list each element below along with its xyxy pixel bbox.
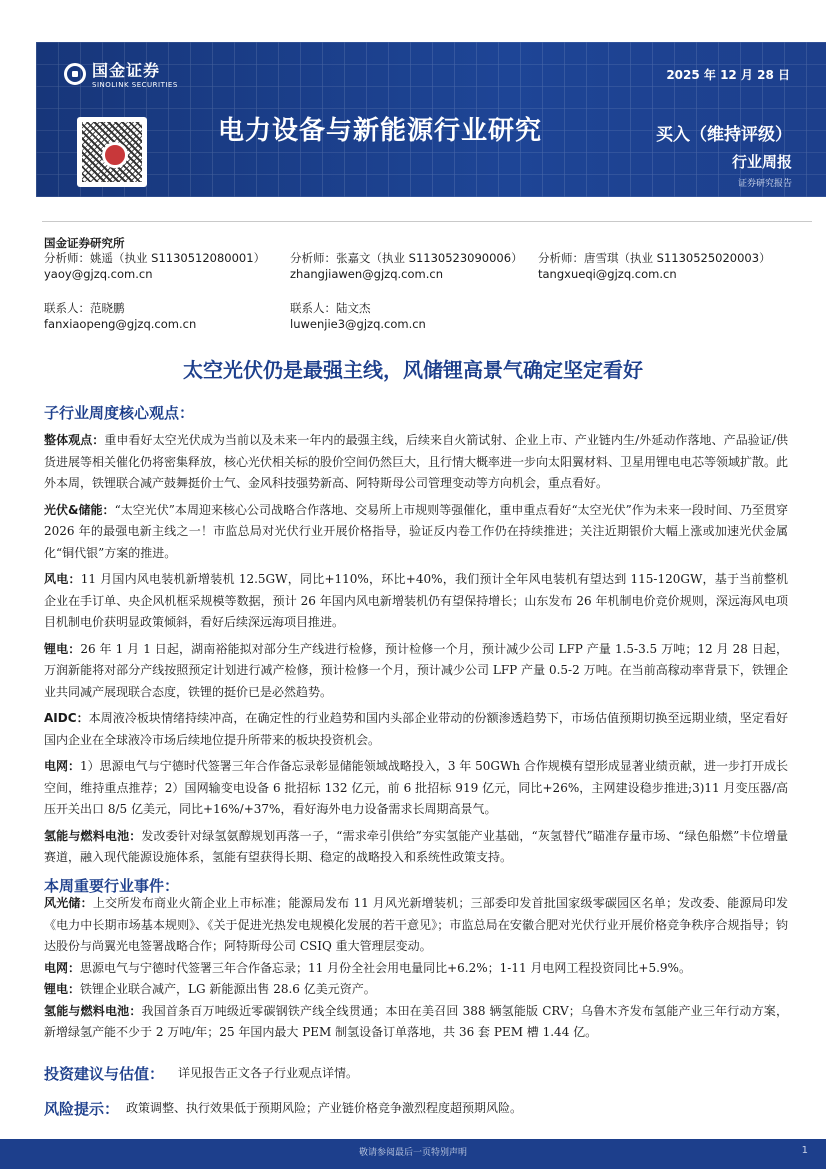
report-type: 行业周报 xyxy=(731,153,792,171)
rating: 买入（维持评级） xyxy=(656,125,792,145)
contact-1: 联系人：范晓鹏 xyxy=(44,301,125,315)
headline: 太空光伏仍是最强主线，风储锂高景气确定坚定看好 xyxy=(183,358,643,382)
core-view-hydrogen: 氢能与燃料电池：发改委针对绿氢氨醇规划再落一子，“需求牵引供给”夯实氢能产业基础，“灰氢替代”瞄准存量市场、“绿色船燃”卡位增量赛道，融入现代能源设施体系，氢能有望获得长期、稳定的战略投入和系统性政策支持。 xyxy=(44,828,788,864)
brand-logo xyxy=(64,58,178,89)
qr-code-icon xyxy=(77,117,147,187)
core-view-grid: 电网：1）思源电气与宁德时代签署三年合作备忘录彰显储能领域战略投入，3 年 50GWh 合作规模有望形成显著业绩贡献，进一步打开成长空间，维持重点推荐；2）国网输变电设备 6 批招标 132 亿元，前 6 批招标 919 亿元，同比+26%，主网建设稳步推进;3)11 月变压器/高压开关出口 8/5 亿美元，同比+16%/+37%，看好海外电力设备需求长周期高景气。 xyxy=(44,759,788,816)
event-hydrogen: 氢能与燃料电池：我国首条百万吨级近零碳钢铁产线全线贯通；本田在美召回 388 辆氢能版 CRV；乌鲁木齐发布氢能产业三年行动方案，新增绿氢产能不少于 2 万吨/年；25 年国内最大 PEM 制氢设备订单落地，共 36 套 PEM 槽 1.44 亿。 xyxy=(44,1003,788,1039)
section-title-events: 本周重要行业事件： xyxy=(44,877,180,895)
page-number: 1 xyxy=(801,1145,808,1156)
logo-icon xyxy=(64,63,86,85)
section-title-core-views: 子行业周度核心观点： xyxy=(44,404,195,422)
report-date: 2025 年 12 月 28 日 xyxy=(666,68,790,82)
contact-2: 联系人：陆文杰 xyxy=(290,301,371,315)
core-view-overall: 整体观点：重申看好太空光伏成为当前以及未来一年内的最强主线，后续来自火箭试射、企业上市、产业链内生/外延动作落地、产品验证/供货进展等相关催化仍将密集释放，核心光伏相关标的股价空间仍然巨大，且行情大概率进一步向太阳翼材料、卫星用锂电电芯等领域扩散。此外本周，铁锂联合减产鼓舞挺价士气、金风科技强势新高、阿特斯母公司管理变动等方向机会，重点看好。 xyxy=(44,433,789,490)
contact-1-email[interactable]: fanxiaopeng@gjzq.com.cn xyxy=(44,317,197,331)
section-title-investment: 投资建议与估值： xyxy=(44,1065,165,1083)
core-views-body xyxy=(44,430,788,874)
core-view-pv-storage: 光伏&储能：“太空光伏”本周迎来核心公司战略合作落地、交易所上市规则等强催化，重申重点看好“太空光伏”作为未来一段时间、乃至贯穿 2026 年的最强电新主线之一！市监总局对光伏行业开展价格指导，验证反内卷工作仍在持续推进；关注近期银价大幅上涨或加速光伏金属化“铜代银”方案的推进。 xyxy=(44,502,788,560)
event-grid: 电网：思源电气与宁德时代签署三年合作备忘录；11 月份全社会用电量同比+6.2%；1-11 月电网工程投资同比+5.9%。 xyxy=(44,960,691,975)
logo-text-en: SINOLINK SECURITIES xyxy=(92,81,178,89)
report-subtype: 证券研究报告 xyxy=(737,179,792,189)
events-body xyxy=(44,893,788,1044)
contact-2-email[interactable]: luwenjie3@gjzq.com.cn xyxy=(290,317,426,331)
analyst-2: 分析师：张嘉文（执业 S1130523090006） xyxy=(290,251,523,265)
analyst-1-email[interactable]: yaoy@gjzq.com.cn xyxy=(44,267,153,281)
report-title: 电力设备与新能源行业研究 xyxy=(218,116,543,146)
analyst-3-email[interactable]: tangxueqi@gjzq.com.cn xyxy=(538,267,677,281)
institute: 国金证券研究所 xyxy=(44,236,125,250)
core-view-lithium: 锂电：26 年 1 月 1 日起，湖南裕能拟对部分生产线进行检修，预计检修一个月，预计减少公司 LFP 产量 1.5-3.5 万吨；12 月 28 日起，万润新能将对部分产线按照预定计划进行减产检修，预计检修一个月，预计减少公司 LFP 产量 0.5-2 万吨。在当前高稼动率背景下，铁锂企业共同减产展现联合态度，铁锂的挺价已是必然趋势。 xyxy=(44,641,788,699)
core-view-aidc: AIDC：本周液冷板块情绪持续冲高，在确定性的行业趋势和国内头部企业带动的份额渗透趋势下，市场估值预期切换至远期业绩，坚定看好国内企业在全球液冷市场后续地位提升所带来的板块投资机会。 xyxy=(44,711,788,747)
analyst-3: 分析师：唐雪琪（执业 S1130525020003） xyxy=(538,251,771,265)
footer-disclaimer: 敬请参阅最后一页特别声明 xyxy=(358,1148,467,1158)
analyst-1: 分析师：姚遥（执业 S1130512080001） xyxy=(44,251,266,265)
investment-text: 详见报告正文各子行业观点详情。 xyxy=(178,1066,359,1080)
section-title-risk: 风险提示： xyxy=(44,1100,120,1118)
analyst-2-email[interactable]: zhangjiawen@gjzq.com.cn xyxy=(290,267,443,281)
core-view-wind: 风电：11 月国内风电装机新增装机 12.5GW，同比+110%，环比+40%，我们预计全年风电装机有望达到 115-120GW，基于当前整机企业在手订单、央企风机框采规模等数据，预计 26 年国内风电新增装机仍有望保持增长；山东发布 26 年机制电价竞价规则，深远海风电项目机制电价获明显政策倾斜，看好后续深远海项目推进。 xyxy=(44,572,788,629)
risk-text: 政策调整、执行效果低于预期风险；产业链价格竞争激烈程度超预期风险。 xyxy=(126,1101,523,1115)
divider xyxy=(42,221,812,222)
event-wind-solar-storage: 风光储：上交所发布商业火箭企业上市标准；能源局发布 11 月风光新增装机；三部委印发首批国家级零碳园区名单；发改委、能源局印发《电力中长期市场基本规则》、《关于促进光热发电规模化发展的若干意见》；市监总局在安徽合肥对光伏行业开展价格竞争秩序合规指导；钧达股份与尚翼光电签署战略合作；阿特斯母公司 CSIQ 重大管理层变动。 xyxy=(44,896,788,953)
logo-text-cn: 国金证券 xyxy=(92,61,161,80)
event-lithium: 锂电：铁锂企业联合减产，LG 新能源出售 28.6 亿美元资产。 xyxy=(44,982,376,996)
